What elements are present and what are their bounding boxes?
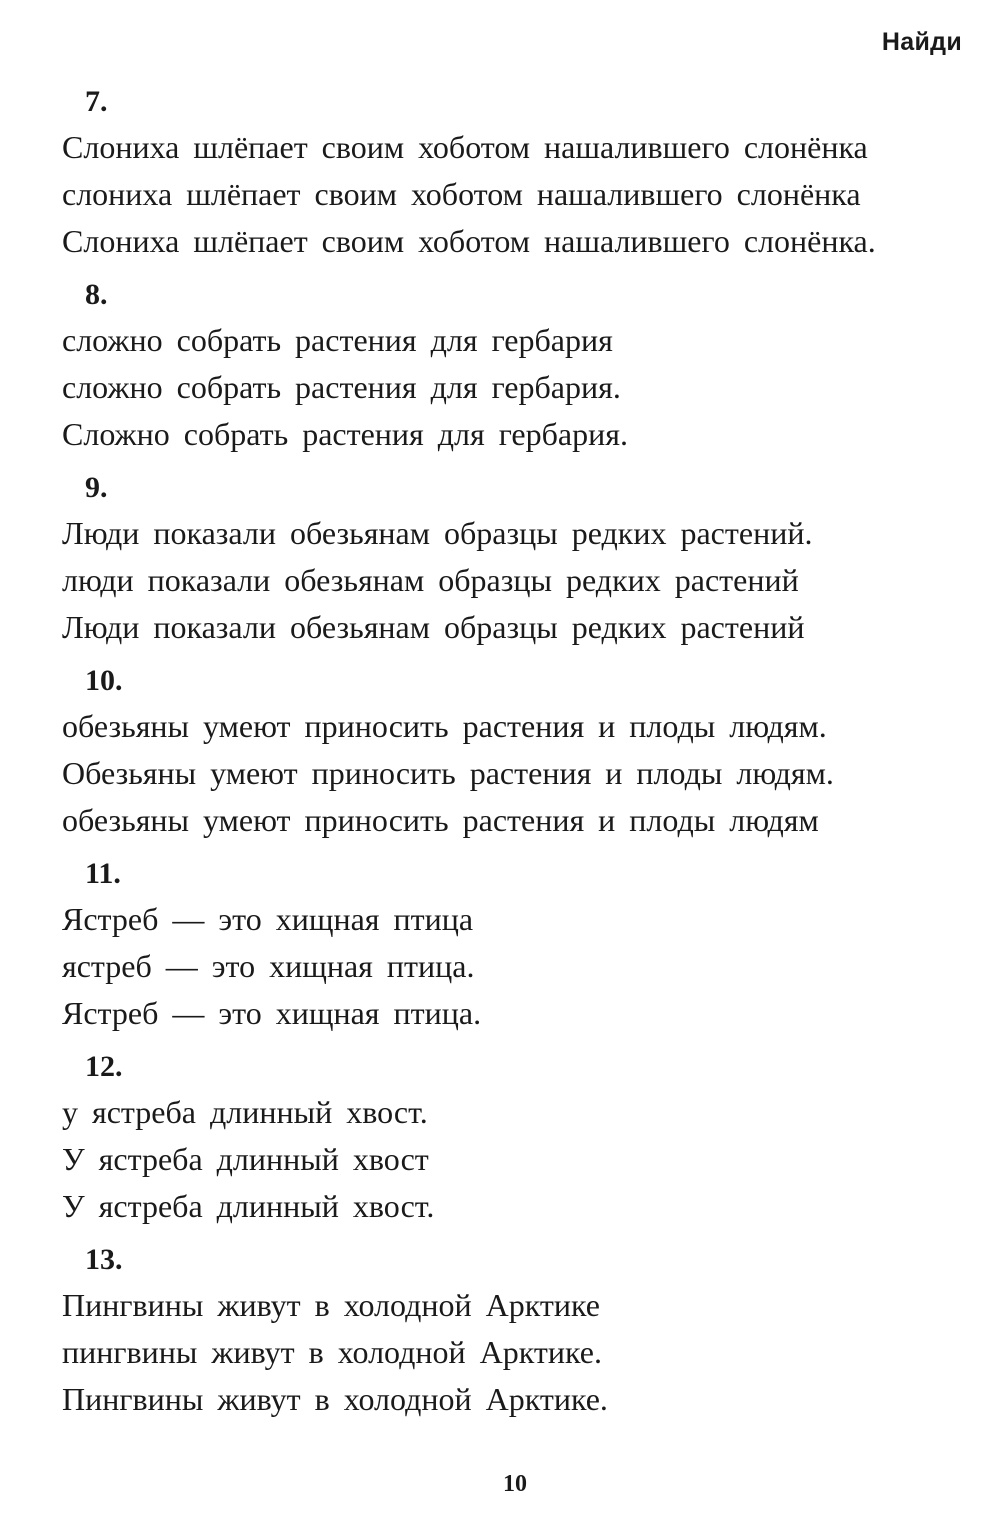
exercise-line: люди показали обезьянам образцы редких растений [62,562,799,598]
exercise-10 [62,662,962,844]
exercise-11 [62,855,962,1037]
exercise-lines [62,124,962,265]
exercise-lines [62,510,962,651]
exercise-number: 12. [85,1050,123,1083]
exercise-number: 13. [85,1243,123,1276]
exercise-line: обезьяны умеют приносить растения и плоды людям. [62,708,827,744]
exercise-line: Ястреб — это хищная птица [62,901,474,937]
exercise-7 [62,83,962,265]
exercise-line: пингвины живут в холодной Арктике. [62,1334,602,1370]
exercise-line: Сложно собрать растения для гербария. [62,416,628,452]
section-title: Найди [881,28,962,56]
exercise-line: ястреб — это хищная птица. [62,948,475,984]
exercise-12 [62,1048,962,1230]
exercise-lines [62,317,962,458]
exercise-number: 8. [85,278,108,311]
exercise-list [62,83,962,1434]
exercise-line: Пингвины живут в холодной Арктике [62,1287,600,1323]
exercise-line: У ястреба длинный хвост [62,1141,429,1177]
exercise-13 [62,1241,962,1423]
exercise-line: Ястреб — это хищная птица. [62,995,482,1031]
exercise-lines [62,896,962,1037]
page-number: 10 [503,1471,527,1497]
exercise-lines [62,1282,962,1423]
exercise-line: слониха шлёпает своим хоботом нашалившего слонёнка [62,176,861,212]
exercise-line: Люди показали обезьянам образцы редких растений [62,609,805,645]
exercise-line: у ястреба длинный хвост. [62,1094,428,1130]
exercise-number: 9. [85,471,108,504]
exercise-number: 11. [85,857,121,890]
exercise-number: 7. [85,85,108,118]
exercise-line: Слониха шлёпает своим хоботом нашалившего слонёнка [62,129,868,165]
exercise-line: сложно собрать растения для гербария [62,322,613,358]
exercise-line: Слониха шлёпает своим хоботом нашалившего слонёнка. [62,223,876,259]
exercise-line: обезьяны умеют приносить растения и плоды людям [62,802,819,838]
exercise-line: сложно собрать растения для гербария. [62,369,621,405]
exercise-line: Пингвины живут в холодной Арктике. [62,1381,608,1417]
exercise-line: У ястреба длинный хвост. [62,1188,435,1224]
exercise-number: 10. [85,664,123,697]
exercise-8 [62,276,962,458]
exercise-lines [62,1089,962,1230]
exercise-line: Обезьяны умеют приносить растения и плоды людям. [62,755,834,791]
exercise-line: Люди показали обезьянам образцы редких растений. [62,515,813,551]
exercise-9 [62,469,962,651]
exercise-lines [62,703,962,844]
